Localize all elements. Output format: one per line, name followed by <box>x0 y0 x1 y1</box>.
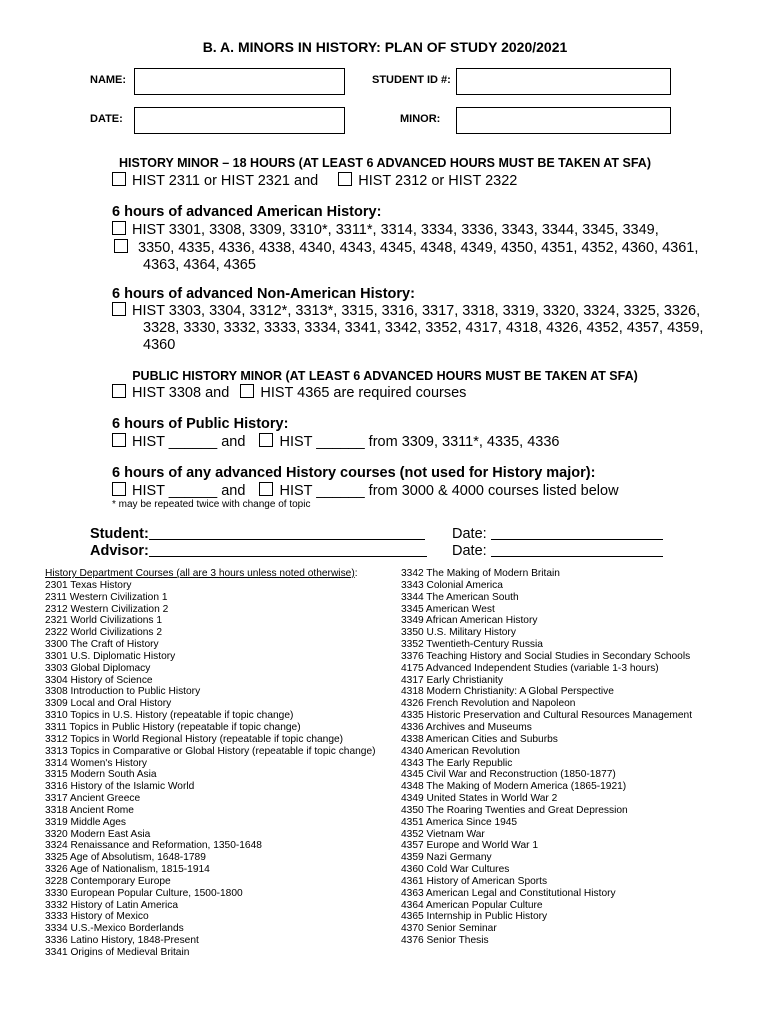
course-item: 3352 Twentieth-Century Russia <box>401 639 543 651</box>
course-item: 3300 The Craft of History <box>45 639 159 651</box>
public-history-title: 6 hours of Public History: <box>112 416 289 432</box>
course-item: 4343 The Early Republic <box>401 757 513 769</box>
course-item: 4335 Historic Preservation and Cultural Resources Management <box>401 710 693 722</box>
course-item: 4340 American Revolution <box>401 745 520 757</box>
course-item: 3312 Topics in World Regional History (repeatable if topic change) <box>45 733 344 745</box>
checkbox[interactable] <box>112 302 126 316</box>
course-item: 4175 Advanced Independent Studies (variable 1-3 hours) <box>401 662 659 674</box>
public-history-row: HIST ______ and HIST ______ from 3309, 3311*, 4335, 4336 <box>112 433 559 451</box>
option-b-text: HIST 2312 or HIST 2322 <box>358 173 518 189</box>
course-item: 3345 American West <box>401 603 495 615</box>
course-item: 4348 The Making of Modern America (1865-1921) <box>401 781 627 793</box>
course-item: 4376 Senior Thesis <box>401 935 489 947</box>
course-item: 3349 African American History <box>401 615 538 627</box>
student-id-label: STUDENT ID #: <box>372 74 451 86</box>
repeat-note: * may be repeated twice with change of topic <box>112 499 311 510</box>
checkbox[interactable] <box>112 221 126 235</box>
american-history-list: HIST 3301, 3308, 3309, 3310*, 3311*, 3314, 3334, 3336, 3343, 3344, 3345, 3349, 3350, 4335, 4336, 4338, 4340, 4343, 4345, 4348, 4349, 4350, 4351, 4352, 4360, 4361, 4363, 4364, 4365 <box>112 221 698 274</box>
history-minor-heading: HISTORY MINOR – 18 HOURS (AT LEAST 6 ADVANCED HOURS MUST BE TAKEN AT SFA) <box>119 156 651 170</box>
course-item: 4365 Internship in Public History <box>401 911 548 923</box>
checkbox[interactable] <box>338 172 352 186</box>
course-item: 3330 European Popular Culture, 1500-1800 <box>45 887 243 899</box>
course-item: 4318 Modern Christianity: A Global Perspective <box>401 686 614 698</box>
course-item: 4336 Archives and Museums <box>401 721 532 733</box>
course-item: 3324 Renaissance and Reformation, 1350-1648 <box>45 840 262 852</box>
course-item: 3376 Teaching History and Social Studies in Secondary Schools <box>401 650 691 662</box>
student-signature-row <box>90 526 425 542</box>
course-item: 4350 The Roaring Twenties and Great Depression <box>401 804 628 816</box>
course-item: 4361 History of American Sports <box>401 875 548 887</box>
course-item: 3303 Global Diplomacy <box>45 662 151 674</box>
course-item: 3320 Modern East Asia <box>45 828 151 840</box>
minor-label: MINOR: <box>400 113 441 125</box>
course-item: 4326 French Revolution and Napoleon <box>401 698 576 710</box>
advisor-signature-line[interactable] <box>149 556 427 557</box>
course-item: 3318 Ancient Rome <box>45 804 134 816</box>
course-item: 3332 History of Latin America <box>45 899 179 911</box>
checkbox[interactable] <box>240 384 254 398</box>
american-history-title: 6 hours of advanced American History: <box>112 204 382 220</box>
student-date-line[interactable] <box>491 539 663 540</box>
public-required-row: HIST 3308 and HIST 4365 are required courses <box>112 384 466 402</box>
course-item: 2322 World Civilizations 2 <box>45 627 163 639</box>
course-item: 4359 Nazi Germany <box>401 852 492 864</box>
course-item: 3343 Colonial America <box>401 579 503 591</box>
course-item: 3314 Women's History <box>45 757 147 769</box>
course-item: 3315 Modern South Asia <box>45 769 157 781</box>
date-label: DATE: <box>90 113 123 125</box>
course-item: 3316 History of the Islamic World <box>45 781 195 793</box>
student-label: Student: <box>90 526 149 542</box>
non-american-history-list: HIST 3303, 3304, 3312*, 3313*, 3315, 3316, 3317, 3318, 3319, 3320, 3324, 3325, 3326, 3328, 3330, 3332, 3333, 3334, 3341, 3342, 3352, 4317, 4318, 4326, 4352, 4357, 4359, 4360 <box>112 302 703 354</box>
course-item: 4360 Cold War Cultures <box>401 864 510 876</box>
course-item: 3309 Local and Oral History <box>45 698 172 710</box>
course-item: 2311 Western Civilization 1 <box>45 591 168 603</box>
checkbox[interactable] <box>112 433 126 447</box>
course-item: 3317 Ancient Greece <box>45 793 141 805</box>
course-item: 3350 U.S. Military History <box>401 627 516 639</box>
course-item: 4370 Senior Seminar <box>401 923 497 935</box>
checkbox[interactable] <box>112 482 126 496</box>
checkbox[interactable] <box>112 172 126 186</box>
course-item: 3333 History of Mexico <box>45 911 149 923</box>
course-item: 4317 Early Christianity <box>401 674 503 686</box>
course-item: 4357 Europe and World War 1 <box>401 840 539 852</box>
history-minor-intro-row <box>112 172 517 190</box>
course-list-left <box>45 568 376 959</box>
courses-heading: History Department Courses (all are 3 hours unless noted otherwise): <box>45 568 358 579</box>
course-item: 3311 Topics in Public History (repeatable if topic change) <box>45 721 301 733</box>
course-item: 4363 American Legal and Constitutional History <box>401 887 616 899</box>
any-advanced-row: HIST ______ and HIST ______ from 3000 & 4000 courses listed below <box>112 482 619 500</box>
checkbox[interactable] <box>114 239 128 253</box>
course-item: 3326 Age of Nationalism, 1815-1914 <box>45 864 210 876</box>
non-american-history-title: 6 hours of advanced Non-American History: <box>112 286 415 302</box>
public-history-minor-heading: PUBLIC HISTORY MINOR (AT LEAST 6 ADVANCED HOURS MUST BE TAKEN AT SFA) <box>132 369 638 383</box>
advisor-label: Advisor: <box>90 543 149 559</box>
course-item: 3341 Origins of Medieval Britain <box>45 947 190 958</box>
course-item: 4351 America Since 1945 <box>401 816 518 828</box>
course-item: 3308 Introduction to Public History <box>45 686 201 698</box>
course-item: 4338 American Cities and Suburbs <box>401 733 558 745</box>
course-item: 3336 Latino History, 1848-Present <box>45 935 199 947</box>
minor-field[interactable] <box>456 107 671 134</box>
course-item: 3334 U.S.-Mexico Borderlands <box>45 923 184 935</box>
checkbox[interactable] <box>259 433 273 447</box>
course-item: 4349 United States in World War 2 <box>401 793 558 805</box>
student-date-row: Date: <box>452 526 663 542</box>
any-advanced-title: 6 hours of any advanced History courses (not used for History major): <box>112 465 596 481</box>
course-item: 3310 Topics in U.S. History (repeatable if topic change) <box>45 710 294 722</box>
advisor-date-row: Date: <box>452 543 663 559</box>
course-item: 3325 Age of Absolutism, 1648-1789 <box>45 852 206 864</box>
course-item: 3304 History of Science <box>45 674 153 686</box>
course-item: 2312 Western Civilization 2 <box>45 603 169 615</box>
course-item: 4345 Civil War and Reconstruction (1850-1877) <box>401 769 616 781</box>
course-item: 2321 World Civilizations 1 <box>45 615 163 627</box>
course-item: 3319 Middle Ages <box>45 816 126 828</box>
advisor-signature-row <box>90 543 427 559</box>
course-item: 3313 Topics in Comparative or Global History (repeatable if topic change) <box>45 745 376 757</box>
page-title: B. A. MINORS IN HISTORY: PLAN OF STUDY 2020/2021 <box>202 39 568 55</box>
advisor-date-line[interactable] <box>491 556 663 557</box>
course-item: 4364 American Popular Culture <box>401 899 543 911</box>
checkbox[interactable] <box>259 482 273 496</box>
name-field[interactable] <box>134 68 345 95</box>
course-item: 3342 The Making of Modern Britain <box>401 568 560 579</box>
course-item: 4352 Vietnam War <box>401 828 485 840</box>
date-field[interactable] <box>134 107 345 134</box>
option-a-text: HIST 2311 or HIST 2321 and <box>132 173 319 189</box>
course-item: 3228 Contemporary Europe <box>45 875 171 887</box>
course-list-right <box>401 568 692 947</box>
student-id-field[interactable] <box>456 68 671 95</box>
name-label: NAME: <box>90 74 127 86</box>
course-item: 2301 Texas History <box>45 579 132 591</box>
course-item: 3344 The American South <box>401 591 519 603</box>
course-item: 3301 U.S. Diplomatic History <box>45 650 176 662</box>
student-signature-line[interactable] <box>149 539 425 540</box>
checkbox[interactable] <box>112 384 126 398</box>
